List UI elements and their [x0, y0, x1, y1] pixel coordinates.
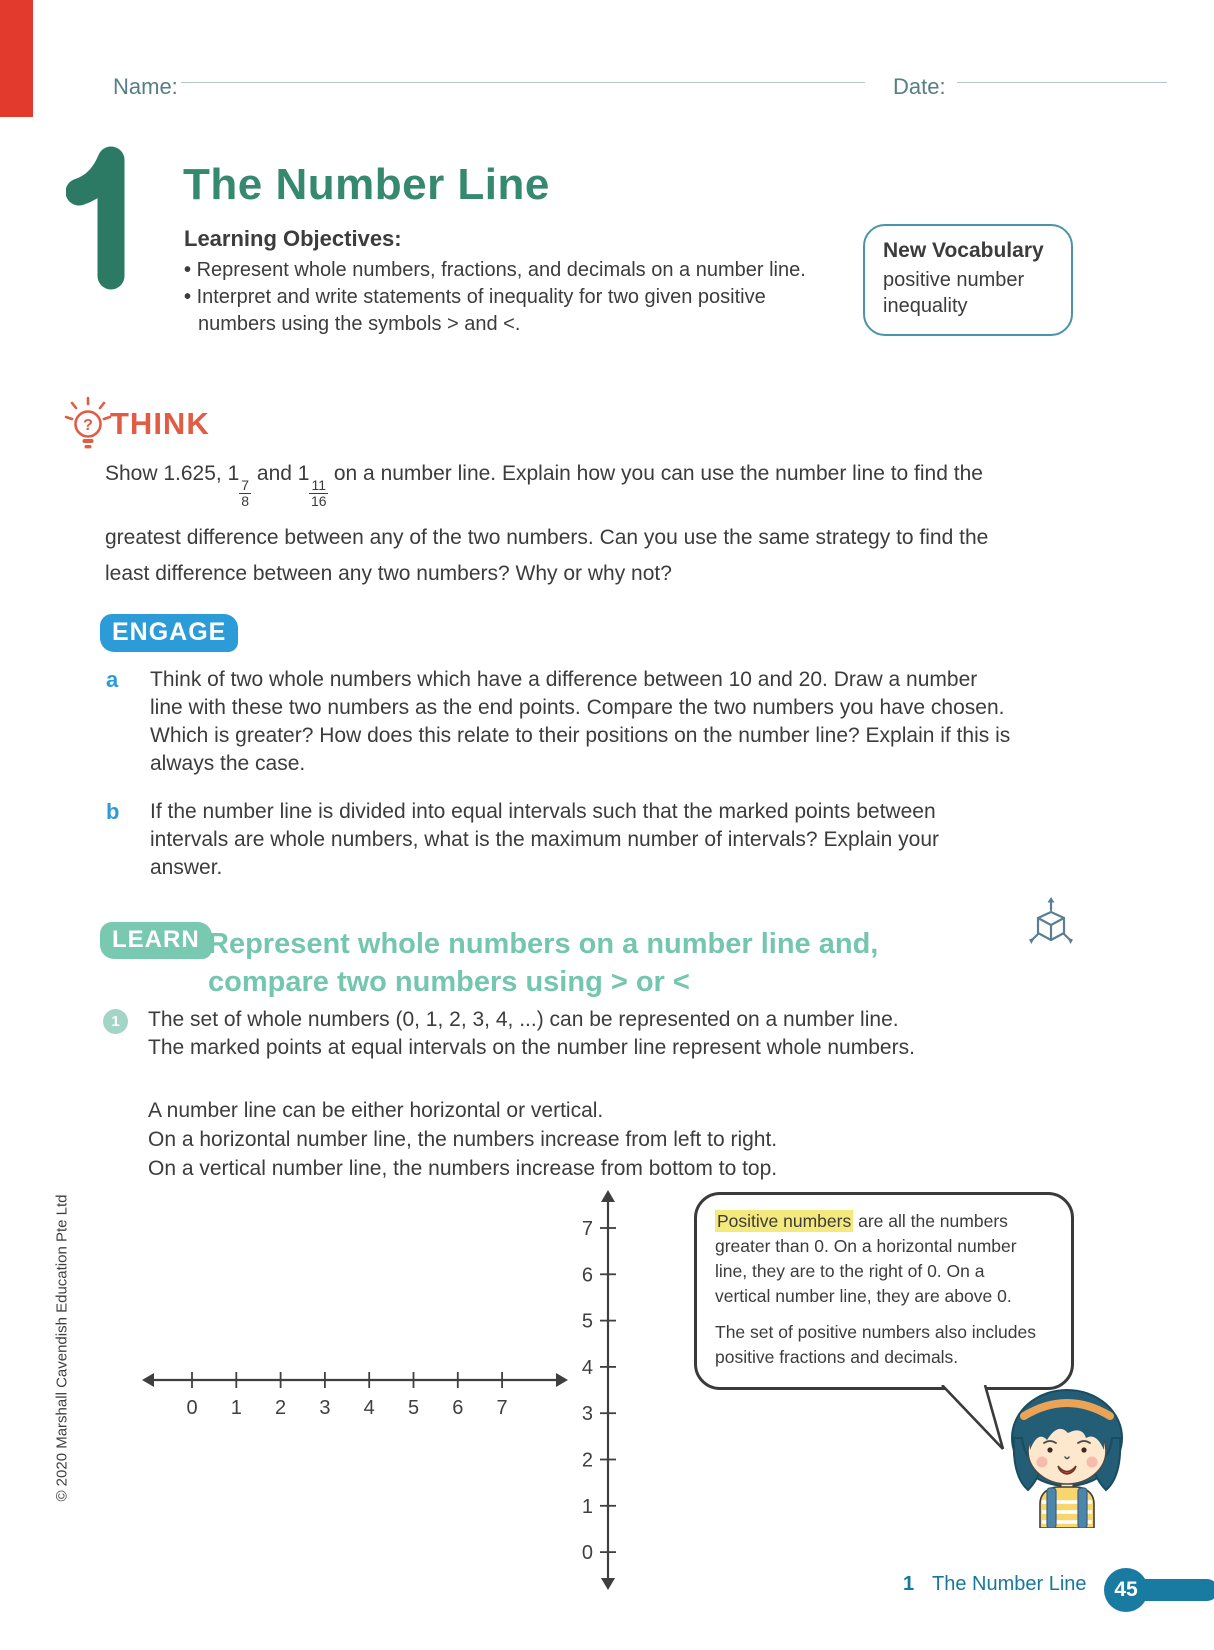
learn-paragraph: A number line can be either horizontal or vertical. On a horizontal number line, the numbers increase from left to right. On a vertical number line, the numbers increase from bottom to top.: [148, 1099, 778, 1180]
page-number-badge: 45: [1104, 1568, 1148, 1612]
date-label: Date:: [893, 74, 946, 99]
svg-text:?: ?: [83, 417, 93, 434]
think-line-2: greatest difference between any of the two numbers. Can you use the same strategy to find the: [105, 525, 989, 549]
horizontal-number-line: [140, 1354, 570, 1424]
chapter-number-graphic: [66, 146, 138, 292]
svg-text:4: 4: [581, 1356, 593, 1379]
fraction: $\frac{11}{16}$: [310, 477, 327, 510]
cube-axes-icon: [1028, 896, 1074, 946]
engage-item-letter-a: a: [106, 667, 119, 692]
svg-text:0: 0: [186, 1397, 198, 1419]
bubble-paragraph-1: Positive numbers are all the numbers greater than 0. On a horizontal number line, they are to the right of 0. On a vertical number line, they are above 0.: [715, 1211, 1017, 1306]
new-vocabulary-box: [863, 224, 1073, 336]
footer-chapter-number: 1: [903, 1573, 915, 1595]
lightbulb-icon: [64, 396, 112, 454]
engage-item-b: If the number line is divided into equal intervals such that the marked points between intervals are whole numbers, what is the maximum number of intervals? Explain your answer.: [150, 800, 940, 879]
name-line[interactable]: [181, 56, 865, 83]
fraction: $\frac{7}{8}$: [241, 477, 250, 510]
svg-text:5: 5: [407, 1397, 420, 1419]
speech-bubble: [694, 1192, 1074, 1390]
svg-text:7: 7: [496, 1397, 508, 1419]
svg-text:3: 3: [319, 1397, 331, 1419]
vocabulary-term: inequality: [883, 295, 968, 317]
learn-section-label: LEARN: [100, 922, 212, 959]
svg-text:0: 0: [581, 1542, 593, 1565]
think-paragraph: [105, 462, 1015, 598]
highlighted-term: Positive numbers: [717, 1211, 852, 1231]
vocabulary-term: positive number: [883, 269, 1025, 291]
svg-text:6: 6: [581, 1264, 593, 1287]
copyright-text: © 2020 Marshall Cavendish Education Pte Ltd: [53, 1194, 71, 1502]
engage-section-label: ENGAGE: [100, 614, 238, 652]
engage-item-a: Think of two whole numbers which have a difference between 10 and 20. Draw a number line with these two numbers as the end points. Compare the two numbers you have chosen. Which is greater? How does this relate to their positions on the number line? Explain if this is always the case.: [150, 668, 1011, 775]
learn-point-text: The set of whole numbers (0, 1, 2, 3, 4, ...) can be represented on a number line. The marked points at equal intervals on the number line represent whole numbers.: [148, 1008, 915, 1059]
svg-text:1: 1: [581, 1495, 593, 1518]
svg-text:3: 3: [581, 1403, 593, 1426]
objective-item: • Represent whole numbers, fractions, and decimals on a number line.: [184, 257, 806, 284]
svg-text:5: 5: [581, 1310, 593, 1333]
objective-item: • Interpret and write statements of inequality for two given positive: [184, 284, 806, 311]
page-corner-tab: [0, 0, 33, 117]
svg-text:4: 4: [363, 1397, 375, 1419]
girl-character: [1000, 1388, 1150, 1528]
think-section-label: THINK: [110, 406, 210, 441]
think-line-3: least difference between any two numbers? Why or why not?: [105, 561, 672, 585]
date-line[interactable]: [957, 56, 1167, 83]
svg-text:2: 2: [581, 1449, 593, 1472]
objective-item-wrap: numbers using the symbols > and <.: [198, 313, 521, 335]
think-line-1: Show 1.625, 1 $\frac{7}{8}$ and 1 $\frac{11}{16}$ on a number line. Explain how you can use the number line to find the: [105, 462, 983, 510]
svg-text:2: 2: [275, 1397, 287, 1419]
vertical-number-line: [575, 1190, 645, 1590]
learn-point-number: 1: [103, 1009, 128, 1034]
footer-chapter-title: The Number Line: [932, 1573, 1087, 1595]
speech-bubble-tail: [930, 1385, 1015, 1457]
bubble-paragraph-2: The set of positive numbers also includes positive fractions and decimals.: [715, 1322, 1036, 1367]
objectives-heading: Learning Objectives:: [184, 226, 402, 251]
engage-item-letter-b: b: [106, 799, 120, 824]
name-label: Name:: [113, 74, 178, 99]
vocabulary-heading: New Vocabulary: [883, 239, 1044, 262]
svg-text:1: 1: [230, 1397, 242, 1419]
page-title: The Number Line: [183, 160, 550, 209]
learn-heading: Represent whole numbers on a number line and, compare two numbers using > or <: [208, 928, 879, 998]
svg-text:7: 7: [581, 1218, 593, 1240]
svg-text:6: 6: [452, 1397, 464, 1419]
